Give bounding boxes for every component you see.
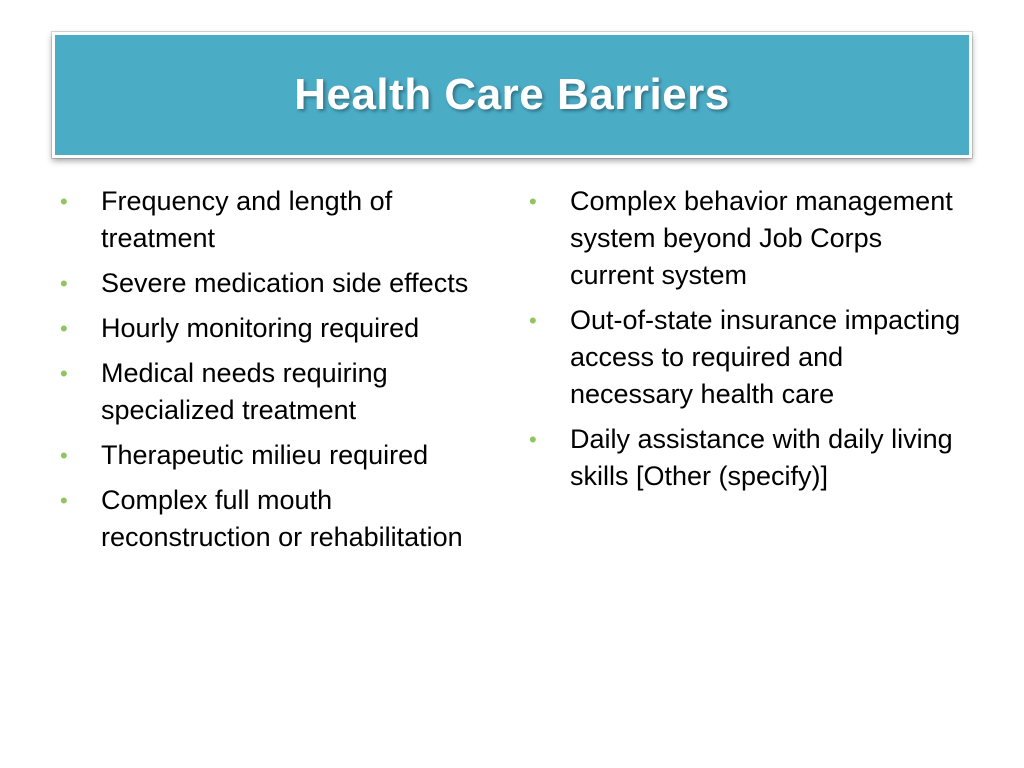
list-item-text: Complex behavior management system beyond Job Corps current system — [570, 186, 953, 290]
list-item — [60, 183, 500, 257]
bullet-icon: • — [60, 316, 68, 341]
list-item — [60, 355, 500, 429]
list-item — [60, 482, 500, 556]
list-item — [60, 437, 500, 474]
list-item — [529, 421, 969, 495]
list-item-text: Out-of-state insurance impacting access to required and necessary health care — [570, 305, 961, 409]
bullet-icon: • — [60, 443, 68, 468]
bullet-icon: • — [529, 189, 537, 214]
list-item-text: Hourly monitoring required — [101, 313, 420, 343]
list-item-text: Frequency and length of treatment — [101, 186, 393, 253]
list-item — [60, 310, 500, 347]
list-item-text: Severe medication side effects — [101, 268, 469, 298]
list-item — [60, 265, 500, 302]
slide-title: Health Care Barriers — [294, 70, 730, 119]
left-bullet-list — [60, 183, 500, 564]
bullet-icon: • — [60, 189, 68, 214]
bullet-icon: • — [60, 271, 68, 296]
list-item — [529, 302, 969, 413]
list-item-text: Daily assistance with daily living skills [Other (specify)] — [570, 424, 953, 491]
bullet-icon: • — [60, 488, 68, 513]
list-item-text: Therapeutic milieu required — [101, 440, 429, 470]
list-item-text: Complex full mouth reconstruction or rehabilitation — [101, 485, 463, 552]
bullet-icon: • — [60, 361, 68, 386]
bullet-icon: • — [529, 427, 537, 452]
list-item-text: Medical needs requiring specialized treatment — [101, 358, 388, 425]
bullet-icon: • — [529, 308, 537, 333]
title-banner — [52, 32, 972, 158]
right-bullet-list — [529, 183, 969, 503]
list-item — [529, 183, 969, 294]
